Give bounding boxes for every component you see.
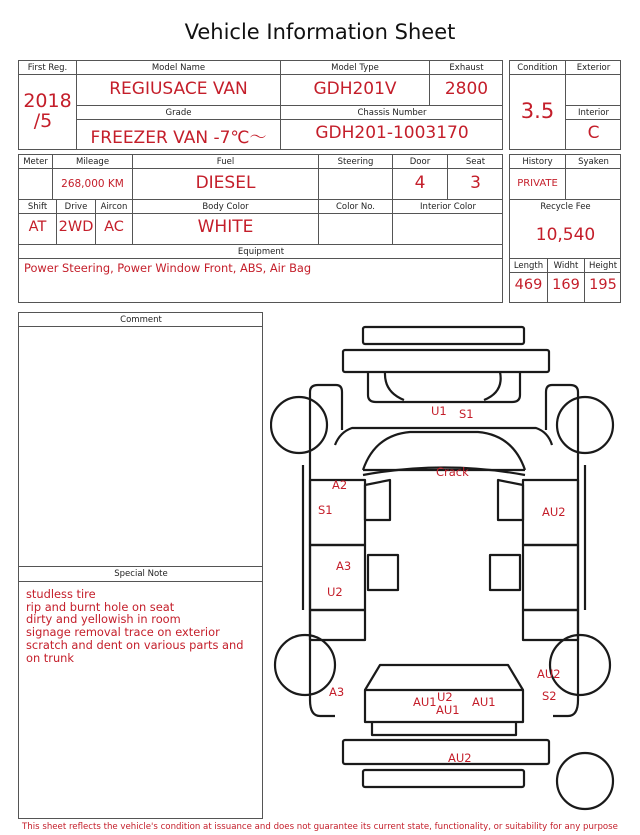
- damage-mark: U1: [431, 404, 447, 418]
- seat-label: Seat: [465, 157, 486, 167]
- condition-label: Condition: [517, 63, 558, 73]
- aircon-label: Aircon: [100, 202, 128, 212]
- width-value: 169: [552, 277, 580, 293]
- special-note-line: studless tire: [26, 587, 96, 601]
- width-label: Widht: [553, 261, 579, 271]
- equipment-value: Power Steering, Power Window Front, ABS, Air Bag: [24, 261, 312, 275]
- first-reg-label: First Reg.: [27, 63, 68, 73]
- damage-mark: AU1: [472, 695, 496, 709]
- damage-mark: S1: [459, 407, 474, 421]
- damage-mark: S2: [542, 689, 557, 703]
- damage-mark: A3: [336, 559, 352, 573]
- disclaimer-footer: This sheet reflects the vehicle's condition at issuance and does not guarantee its current state, functionality, or suitability for any purpose: [22, 822, 618, 832]
- interior-label: Interior: [577, 108, 609, 118]
- recycle-fee-label: Recycle Fee: [540, 202, 591, 212]
- page-title: Vehicle Information Sheet: [184, 20, 456, 44]
- exterior-label: Exterior: [576, 63, 611, 73]
- history-value: PRIVATE: [517, 178, 558, 189]
- drive-label: Drive: [64, 202, 88, 212]
- damage-mark: A3: [329, 685, 345, 699]
- model-type-value: GDH201V: [313, 79, 397, 99]
- syaken-label: Syaken: [578, 157, 609, 167]
- first-reg-year: 2018: [23, 90, 72, 112]
- damage-mark: U2: [327, 585, 343, 599]
- first-reg-month: /5: [33, 110, 53, 132]
- meter-label: Meter: [23, 157, 48, 167]
- steering-label: Steering: [337, 157, 374, 167]
- interior-value: C: [587, 123, 600, 143]
- damage-mark: AU2: [537, 667, 561, 681]
- length-label: Length: [513, 261, 544, 271]
- drive-value: 2WD: [58, 219, 94, 235]
- length-value: 469: [514, 277, 543, 293]
- interior-color-label: Interior Color: [420, 202, 476, 212]
- fuel-label: Fuel: [216, 157, 235, 167]
- height-label: Height: [588, 261, 618, 271]
- damage-mark: AU2: [542, 505, 566, 519]
- color-no-label: Color No.: [335, 202, 375, 212]
- special-note-line: scratch and dent on various parts and: [26, 637, 244, 652]
- vehicle-diagram: [270, 320, 620, 820]
- comment-label: Comment: [120, 315, 162, 325]
- special-note-label: Special Note: [114, 569, 168, 579]
- equipment-label: Equipment: [237, 247, 285, 257]
- chassis-value: GDH201-1003170: [315, 123, 469, 143]
- mileage-value: 268,000 KM: [61, 178, 124, 190]
- special-note-text: [26, 588, 244, 664]
- specs-box: [18, 154, 503, 303]
- seat-value: 3: [470, 173, 481, 193]
- body-color-label: Body Color: [202, 202, 249, 212]
- special-note-line: rip and burnt hole on seat: [26, 599, 175, 614]
- model-type-label: Model Type: [331, 63, 379, 73]
- damage-mark: AU1: [436, 703, 460, 717]
- door-value: 4: [414, 173, 426, 193]
- damage-mark: S1: [318, 503, 333, 517]
- special-note-line: signage removal trace on exterior: [26, 625, 220, 640]
- model-info-box: [18, 60, 503, 150]
- damage-mark: AU2: [448, 751, 472, 765]
- model-name-label: Model Name: [151, 63, 206, 73]
- history-label: History: [522, 157, 553, 167]
- recycle-fee-value: 10,540: [535, 225, 596, 245]
- condition-box: [509, 60, 621, 150]
- comment-box: [18, 312, 263, 567]
- height-value: 195: [589, 277, 617, 293]
- special-note-line: dirty and yellowish in room: [26, 612, 181, 627]
- fuel-value: DIESEL: [195, 173, 256, 193]
- grade-value: FREEZER VAN -7℃～: [90, 128, 267, 148]
- special-note-line: on trunk: [26, 650, 74, 665]
- exhaust-label: Exhaust: [449, 63, 484, 73]
- shift-label: Shift: [27, 202, 48, 212]
- chassis-label: Chassis Number: [357, 108, 427, 118]
- aircon-value: AC: [104, 219, 124, 235]
- shift-value: AT: [28, 219, 47, 235]
- model-name-value: REGIUSACE VAN: [109, 79, 248, 99]
- exhaust-value: 2800: [444, 79, 489, 99]
- damage-mark: Crack: [436, 465, 469, 479]
- history-box: [509, 154, 621, 303]
- body-color-value: WHITE: [197, 217, 254, 237]
- door-label: Door: [409, 157, 431, 167]
- condition-value: 3.5: [520, 99, 555, 123]
- special-note-box: [18, 566, 263, 819]
- damage-mark: AU1: [413, 695, 437, 709]
- mileage-label: Mileage: [75, 157, 110, 167]
- damage-mark: U2: [437, 690, 453, 704]
- grade-label: Grade: [165, 108, 192, 118]
- damage-mark: A2: [332, 478, 348, 492]
